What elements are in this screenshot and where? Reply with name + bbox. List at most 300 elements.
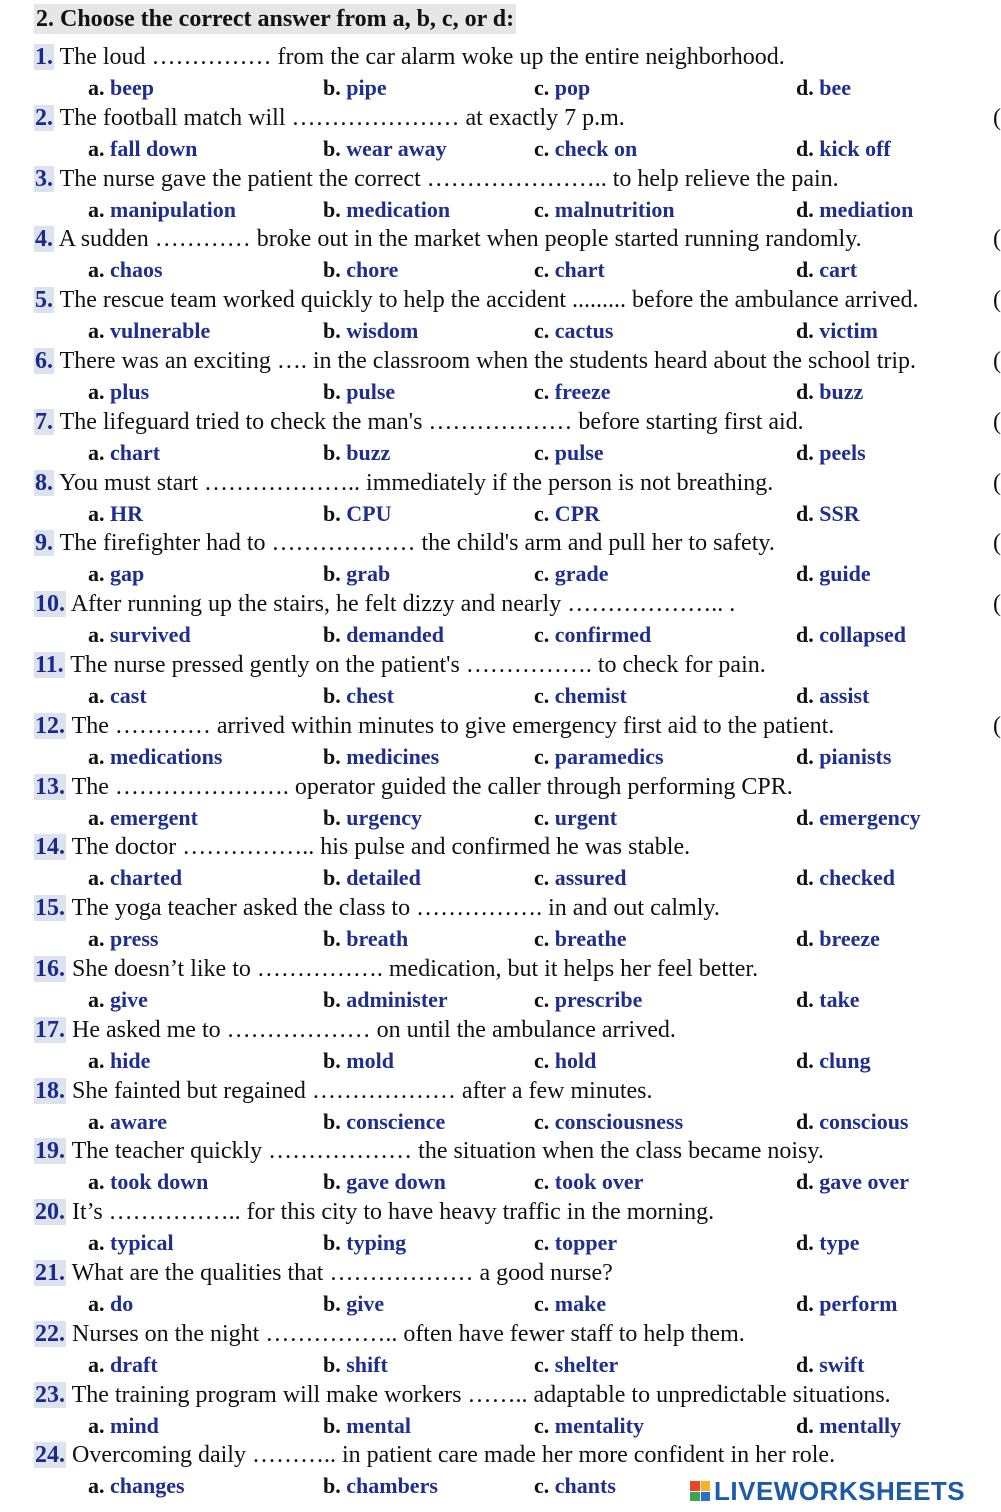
answer-option[interactable] (534, 620, 651, 650)
question-item (0, 1015, 1000, 1076)
question-text: The yoga teacher asked the class to ……………. in and out calmly. (71, 895, 720, 922)
option-word: pulse (554, 439, 604, 465)
option-word: give (346, 1290, 385, 1316)
answer-option[interactable] (796, 255, 857, 285)
answer-options (0, 1107, 1000, 1137)
answer-option[interactable] (534, 134, 637, 164)
answer-option[interactable] (88, 863, 182, 893)
answer-option[interactable] (88, 1107, 167, 1137)
question-text: The nurse gave the patient the correct ………………….. to help relieve the pain. (59, 165, 839, 192)
answer-option[interactable] (323, 1411, 411, 1441)
question-item (0, 164, 1000, 225)
option-word: fall down (110, 135, 198, 161)
option-letter: d. (796, 926, 814, 952)
option-letter: c. (534, 682, 550, 708)
option-word: clung (819, 1047, 871, 1073)
option-letter: c. (534, 75, 550, 100)
option-word: chest (346, 682, 394, 708)
question-item (0, 346, 1000, 407)
question-number: 16. (35, 955, 65, 982)
answer-option[interactable] (323, 1471, 438, 1501)
answer-option[interactable] (534, 1289, 606, 1319)
question-text: Nurses on the night …………….. often have fewer staff to help them. (72, 1320, 745, 1347)
answer-option[interactable] (323, 1350, 388, 1380)
option-letter: b. (323, 318, 341, 344)
answer-option[interactable] (88, 255, 163, 285)
option-word: cart (819, 257, 858, 283)
option-letter: b. (323, 865, 341, 891)
answer-option[interactable] (88, 438, 160, 468)
option-letter: a. (88, 318, 105, 344)
option-letter: c. (534, 804, 550, 830)
option-letter: b. (323, 1351, 341, 1377)
option-letter: a. (88, 804, 105, 830)
answer-option[interactable] (88, 195, 236, 225)
answer-option[interactable] (323, 924, 408, 954)
option-letter: d. (796, 865, 814, 891)
option-word: bee (819, 75, 852, 100)
answer-option[interactable] (323, 985, 448, 1015)
option-letter: b. (323, 439, 341, 465)
answer-option[interactable] (88, 1289, 133, 1319)
question-number: 18. (35, 1077, 65, 1104)
option-letter: d. (796, 682, 814, 708)
question-stem (34, 589, 735, 619)
option-word: urgent (554, 804, 618, 830)
answer-option[interactable] (796, 1350, 864, 1380)
answer-option[interactable] (323, 195, 450, 225)
question-stem (34, 1197, 714, 1227)
option-word: chart (554, 257, 605, 283)
option-word: buzz (346, 439, 391, 465)
answer-option[interactable] (88, 1471, 185, 1501)
question-text: She doesn’t like to ……………. medication, but it helps her feel better. (72, 955, 759, 982)
option-letter: c. (534, 1108, 550, 1134)
question-stem (34, 832, 690, 862)
option-letter: c. (534, 318, 550, 344)
option-letter: a. (88, 1412, 105, 1438)
answer-option[interactable] (534, 255, 605, 285)
answer-option[interactable] (323, 803, 422, 833)
question-text: The teacher quickly ……………… the situation when the class became noisy. (71, 1138, 824, 1165)
question-number: 24. (35, 1442, 65, 1469)
answer-options (0, 1167, 1000, 1197)
answer-option[interactable] (323, 377, 395, 407)
option-word: type (819, 1230, 860, 1256)
option-word: mentally (819, 1412, 902, 1438)
option-word: chaos (110, 257, 163, 283)
answer-option[interactable] (88, 742, 222, 772)
question-stem (34, 893, 720, 923)
option-letter: c. (534, 1047, 550, 1073)
answer-options (0, 1046, 1000, 1076)
question-stem (34, 103, 625, 133)
option-letter: b. (323, 196, 341, 222)
option-letter: a. (88, 1047, 105, 1073)
option-word: assist (819, 682, 870, 708)
answer-option[interactable] (534, 499, 600, 529)
question-number: 4. (35, 226, 53, 253)
answer-option[interactable] (88, 985, 148, 1015)
answer-option[interactable] (88, 559, 144, 589)
answer-option[interactable] (796, 681, 869, 711)
option-letter: c. (534, 561, 550, 587)
answer-option[interactable] (534, 73, 590, 103)
option-letter: c. (534, 926, 550, 952)
answer-option[interactable] (88, 1411, 159, 1441)
option-word: assured (554, 865, 627, 891)
option-letter: a. (88, 622, 105, 648)
answer-option[interactable] (323, 255, 398, 285)
option-letter: d. (796, 1351, 814, 1377)
option-word: peels (819, 439, 866, 465)
question-text: A sudden ………… broke out in the market when people started running randomly. (58, 226, 862, 253)
liveworksheets-watermark (690, 1474, 990, 1508)
answer-option[interactable] (796, 985, 860, 1015)
answer-option[interactable] (323, 681, 394, 711)
answer-option[interactable] (323, 1046, 394, 1076)
option-word: wisdom (346, 318, 419, 344)
answer-option[interactable] (534, 924, 626, 954)
question-number: 13. (35, 773, 65, 800)
option-word: beep (110, 75, 154, 100)
answer-option[interactable] (323, 134, 447, 164)
question-text: The doctor …………….. his pulse and confirmed he was stable. (71, 834, 691, 861)
answer-option[interactable] (534, 742, 664, 772)
option-letter: d. (796, 1047, 814, 1073)
answer-option[interactable] (323, 559, 390, 589)
answer-option[interactable] (796, 1228, 860, 1258)
option-letter: d. (796, 1230, 814, 1256)
option-letter: a. (88, 196, 105, 222)
answer-bracket: ( (993, 591, 1001, 618)
answer-option[interactable] (323, 1289, 384, 1319)
option-letter: d. (796, 1108, 814, 1134)
answer-option[interactable] (796, 377, 863, 407)
answer-option[interactable] (796, 134, 891, 164)
question-number: 14. (35, 834, 65, 861)
option-word: mentality (554, 1412, 644, 1438)
answer-option[interactable] (796, 620, 906, 650)
answer-option[interactable] (796, 316, 878, 346)
option-word: collapsed (819, 622, 907, 648)
answer-option[interactable] (796, 1107, 909, 1137)
question-item (0, 650, 1000, 711)
answer-bracket: ( (993, 104, 1001, 131)
answer-option[interactable] (534, 985, 642, 1015)
answer-option[interactable] (534, 1167, 643, 1197)
option-letter: c. (534, 743, 550, 769)
question-item (0, 589, 1000, 650)
answer-bracket: ( (993, 226, 1001, 253)
option-letter: c. (534, 196, 550, 222)
option-letter: b. (323, 1412, 341, 1438)
answer-option[interactable] (796, 559, 871, 589)
option-letter: c. (534, 1230, 550, 1256)
answer-option[interactable] (88, 377, 149, 407)
question-stem (34, 1440, 835, 1470)
question-item (0, 893, 1000, 954)
question-text: The football match will ………………… at exactly 7 p.m. (59, 104, 625, 131)
question-text: The rescue team worked quickly to help the accident ......... before the ambulance arrived. (59, 287, 919, 314)
option-word: topper (554, 1230, 618, 1256)
answer-options (0, 73, 1000, 103)
answer-options (0, 1289, 1000, 1319)
option-letter: b. (323, 1169, 341, 1195)
option-word: kick off (819, 135, 891, 161)
answer-options (0, 377, 1000, 407)
option-letter: c. (534, 500, 550, 526)
option-word: mediation (819, 196, 914, 222)
answer-option[interactable] (323, 620, 444, 650)
answer-option[interactable] (534, 863, 627, 893)
question-number: 20. (35, 1199, 65, 1226)
answer-option[interactable] (534, 1046, 596, 1076)
answer-option[interactable] (323, 438, 390, 468)
question-text: The …………………. operator guided the caller through performing CPR. (71, 773, 793, 800)
option-word: changes (110, 1473, 185, 1499)
answer-option[interactable] (796, 195, 913, 225)
option-letter: b. (323, 500, 341, 526)
question-item (0, 1136, 1000, 1197)
question-number: 3. (35, 165, 53, 192)
option-word: took over (554, 1169, 644, 1195)
answer-option[interactable] (796, 1289, 897, 1319)
answer-option[interactable] (88, 499, 143, 529)
option-word: breath (346, 926, 409, 952)
option-word: prescribe (554, 986, 643, 1012)
answer-options (0, 438, 1000, 468)
option-letter: b. (323, 1473, 341, 1499)
option-letter: d. (796, 622, 814, 648)
question-text: She fainted but regained ……………… after a few minutes. (72, 1077, 653, 1104)
option-letter: d. (796, 561, 814, 587)
option-letter: d. (796, 1412, 814, 1438)
answer-option[interactable] (323, 1228, 406, 1258)
option-letter: c. (534, 439, 550, 465)
answer-option[interactable] (796, 438, 866, 468)
question-text: It’s …………….. for this city to have heavy traffic in the morning. (72, 1199, 715, 1226)
option-word: shift (346, 1351, 388, 1377)
option-letter: d. (796, 986, 814, 1012)
option-letter: c. (534, 622, 550, 648)
option-letter: a. (88, 1351, 105, 1377)
answer-option[interactable] (323, 1167, 446, 1197)
option-letter: a. (88, 75, 105, 100)
question-text: You must start ……………….. immediately if the person is not breathing. (59, 469, 774, 496)
question-item (0, 407, 1000, 468)
option-letter: b. (323, 561, 341, 587)
question-stem (34, 1258, 613, 1288)
answer-options (0, 681, 1000, 711)
option-word: hide (110, 1047, 151, 1073)
option-letter: a. (88, 1290, 105, 1316)
option-letter: b. (323, 743, 341, 769)
question-text: The lifeguard tried to check the man's ……………… before starting first aid. (59, 408, 804, 435)
question-number: 22. (35, 1320, 65, 1347)
answer-bracket: ( (993, 347, 1001, 374)
question-stem (34, 954, 758, 984)
option-word: chore (346, 257, 399, 283)
answer-option[interactable] (534, 1411, 644, 1441)
answer-options (0, 255, 1000, 285)
answer-option[interactable] (534, 559, 609, 589)
option-letter: d. (796, 743, 814, 769)
question-stem (34, 224, 862, 254)
answer-options (0, 924, 1000, 954)
answer-option[interactable] (323, 742, 439, 772)
answer-option[interactable] (323, 73, 387, 103)
option-word: pipe (346, 75, 387, 100)
answer-options (0, 985, 1000, 1015)
option-letter: d. (796, 318, 814, 344)
question-stem (34, 711, 834, 741)
option-letter: c. (534, 378, 550, 404)
question-item (0, 285, 1000, 346)
answer-options (0, 499, 1000, 529)
answer-option[interactable] (534, 195, 675, 225)
option-word: administer (346, 986, 448, 1012)
answer-option[interactable] (534, 438, 604, 468)
question-number: 11. (35, 651, 64, 678)
question-item (0, 1197, 1000, 1258)
answer-option[interactable] (534, 681, 627, 711)
answer-option[interactable] (796, 1046, 871, 1076)
option-word: chants (554, 1473, 616, 1499)
answer-option[interactable] (796, 742, 891, 772)
answer-option[interactable] (534, 1107, 683, 1137)
option-word: hold (554, 1047, 597, 1073)
option-letter: a. (88, 682, 105, 708)
answer-options (0, 134, 1000, 164)
option-word: gap (110, 561, 145, 587)
answer-options (0, 316, 1000, 346)
option-letter: a. (88, 1473, 105, 1499)
question-number: 7. (35, 408, 53, 435)
question-item (0, 772, 1000, 833)
answer-option[interactable] (88, 1046, 150, 1076)
answer-option[interactable] (88, 681, 147, 711)
question-number: 15. (35, 895, 65, 922)
answer-option[interactable] (534, 803, 617, 833)
answer-option[interactable] (323, 1107, 445, 1137)
option-letter: d. (796, 75, 814, 100)
option-word: breeze (819, 926, 880, 952)
answer-option[interactable] (796, 499, 860, 529)
liveworksheets-logo-icon (690, 1481, 710, 1501)
section-heading: 2. Choose the correct answer from a, b, c, or d: (36, 6, 515, 32)
option-word: grade (554, 561, 609, 587)
option-word: freeze (554, 378, 611, 404)
option-word: victim (819, 318, 878, 344)
option-word: urgency (346, 804, 423, 830)
answer-option[interactable] (88, 803, 198, 833)
answer-option[interactable] (88, 1228, 174, 1258)
answer-options (0, 863, 1000, 893)
question-stem (34, 468, 773, 498)
option-letter: a. (88, 1108, 105, 1134)
answer-option[interactable] (534, 377, 611, 407)
answer-option[interactable] (323, 499, 391, 529)
question-text: He asked me to ……………… on until the ambulance arrived. (72, 1016, 676, 1043)
question-text: The firefighter had to ……………… the child's arm and pull her to safety. (59, 530, 775, 557)
answer-option[interactable] (88, 73, 154, 103)
answer-options (0, 559, 1000, 589)
answer-option[interactable] (796, 73, 851, 103)
option-letter: d. (796, 804, 814, 830)
answer-options (0, 1228, 1000, 1258)
question-stem (34, 407, 804, 437)
question-text: The nurse pressed gently on the patient's ……………. to check for pain. (70, 651, 766, 678)
answer-option[interactable] (88, 316, 210, 346)
question-text: The ………… arrived within minutes to give emergency first aid to the patient. (71, 712, 835, 739)
option-letter: b. (323, 1290, 341, 1316)
answer-option[interactable] (796, 863, 895, 893)
answer-option[interactable] (88, 620, 191, 650)
question-stem (34, 1076, 653, 1106)
option-letter: c. (534, 1351, 550, 1377)
answer-option[interactable] (534, 1228, 617, 1258)
option-letter: d. (796, 257, 814, 283)
question-list (0, 42, 1000, 1501)
answer-option[interactable] (796, 1167, 909, 1197)
answer-option[interactable] (534, 1471, 616, 1501)
option-word: conscious (819, 1108, 909, 1134)
option-letter: c. (534, 257, 550, 283)
option-word: mental (346, 1412, 412, 1438)
question-text: Overcoming daily ……….. in patient care made her more confident in her role. (72, 1442, 836, 1469)
answer-option[interactable] (534, 1350, 618, 1380)
answer-option[interactable] (796, 924, 880, 954)
option-letter: a. (88, 865, 105, 891)
option-letter: d. (796, 196, 814, 222)
question-item (0, 1258, 1000, 1319)
option-word: gave over (819, 1169, 910, 1195)
answer-options (0, 620, 1000, 650)
question-number: 8. (35, 469, 53, 496)
question-item (0, 1076, 1000, 1137)
option-letter: c. (534, 986, 550, 1012)
option-letter: a. (88, 743, 105, 769)
answer-option[interactable] (534, 316, 613, 346)
option-word: swift (819, 1351, 865, 1377)
option-word: survived (110, 622, 191, 648)
option-letter: a. (88, 926, 105, 952)
option-word: typing (346, 1230, 407, 1256)
option-letter: b. (323, 682, 341, 708)
option-letter: a. (88, 378, 105, 404)
answer-option[interactable] (88, 1167, 208, 1197)
option-word: grab (346, 561, 391, 587)
question-number: 23. (35, 1381, 65, 1408)
option-word: consciousness (554, 1108, 684, 1134)
option-letter: b. (323, 135, 341, 161)
option-word: charted (110, 865, 183, 891)
option-word: malnutrition (554, 196, 675, 222)
option-letter: a. (88, 439, 105, 465)
answer-option[interactable] (323, 863, 421, 893)
answer-option[interactable] (323, 316, 418, 346)
answer-option[interactable] (88, 924, 159, 954)
answer-option[interactable] (796, 1411, 901, 1441)
option-letter: c. (534, 865, 550, 891)
answer-option[interactable] (88, 1350, 158, 1380)
answer-option[interactable] (88, 134, 197, 164)
option-word: HR (110, 500, 143, 526)
question-number: 12. (35, 712, 65, 739)
answer-option[interactable] (796, 803, 921, 833)
answer-options (0, 1350, 1000, 1380)
